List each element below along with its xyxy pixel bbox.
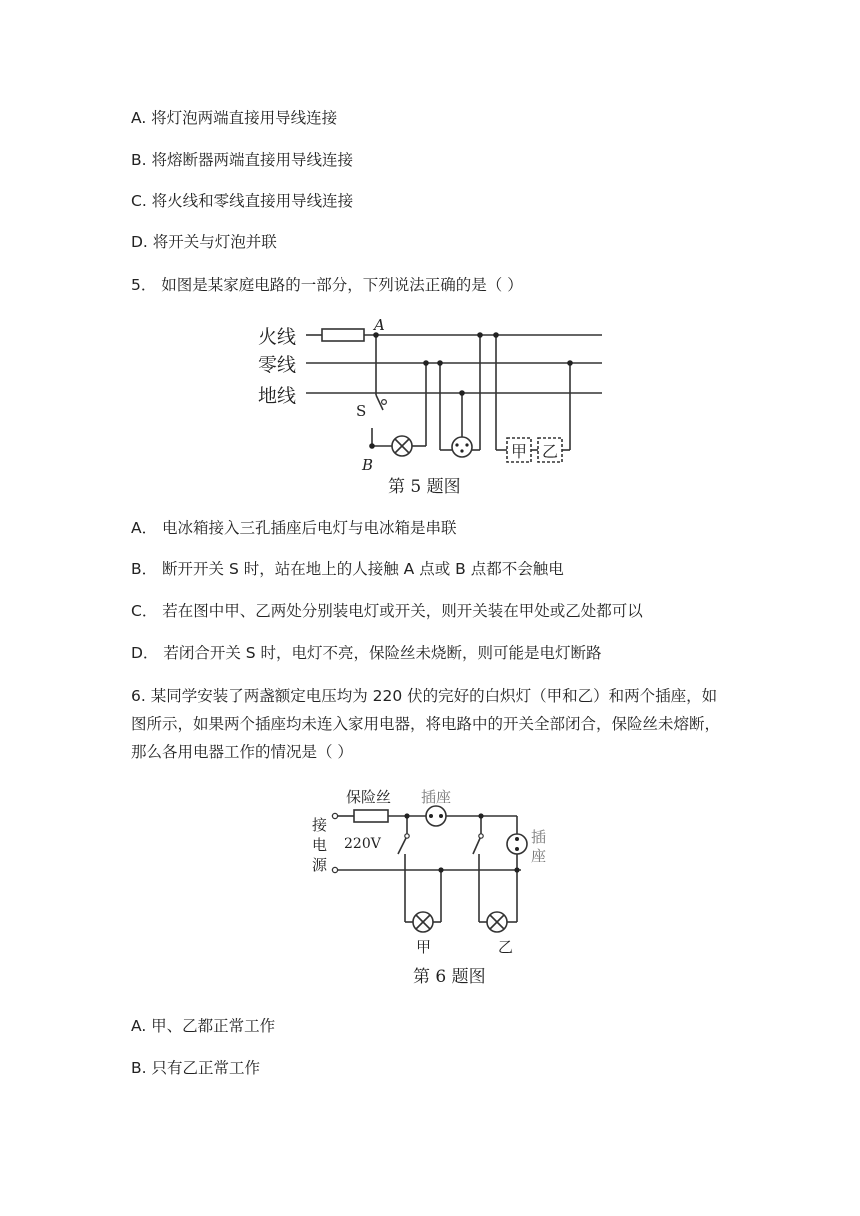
live-wire-label: 火线 [258,326,297,348]
source-label-3: 源 [312,856,328,874]
switch-s-label: S [356,402,367,420]
q5-option-a: A． 电冰箱接入三孔插座后电灯与电冰箱是串联 [131,519,457,537]
voltage-label: 220V [344,836,381,852]
socket-top-label: 插座 [421,788,452,806]
neutral-wire-label: 零线 [258,354,297,376]
q5-option-d: D． 若闭合开关 S 时，电灯不亮，保险丝未烧断，则可能是电灯断路 [131,644,602,662]
fuse-label: 保险丝 [346,788,392,806]
point-a-label: A [374,316,385,334]
q5-stem: 5． 如图是某家庭电路的一部分，下列说法正确的是（ ） [131,276,523,294]
ground-wire-label: 地线 [258,385,297,407]
q6-option-b: B. 只有乙正常工作 [131,1059,260,1077]
lamp-jia-label: 甲 [416,938,432,956]
q5-option-c: C． 若在图中甲、乙两处分别装电灯或开关，则开关装在甲处或乙处都可以 [131,602,643,620]
q5-circuit-figure [250,308,620,500]
q6-figure-caption: 第 6 题图 [413,967,486,987]
source-label-2: 电 [312,836,328,854]
q6-option-a: A. 甲、乙都正常工作 [131,1017,276,1035]
socket-right-label-2: 座 [531,847,547,865]
yi-label: 乙 [542,442,559,461]
option-d-prev: D. 将开关与灯泡并联 [131,233,277,251]
q6-circuit-figure [305,780,560,990]
option-c-prev: C. 将火线和零线直接用导线连接 [131,192,354,210]
source-label-1: 接 [312,816,328,834]
socket-right-label-1: 插 [531,828,547,846]
option-a-prev: A. 将灯泡两端直接用导线连接 [131,109,338,127]
q5-figure-caption: 第 5 题图 [388,477,461,497]
q5-option-b: B． 断开开关 S 时，站在地上的人接触 A 点或 B 点都不会触电 [131,560,564,578]
q6-stem-line1: 6. 某同学安装了两盏额定电压均为 220 伏的完好的白炽灯（甲和乙）和两个插座，如 [131,687,718,705]
lamp-yi-label: 乙 [498,938,514,956]
jia-label: 甲 [511,442,528,461]
q6-stem-line3: 那么各用电器工作的情况是（ ） [131,743,353,761]
q6-stem-line2: 图所示，如果两个插座均未连入家用电器，将电路中的开关全部闭合，保险丝未熔断， [131,715,721,733]
point-b-label: B [362,456,374,474]
option-b-prev: B. 将熔断器两端直接用导线连接 [131,151,353,169]
